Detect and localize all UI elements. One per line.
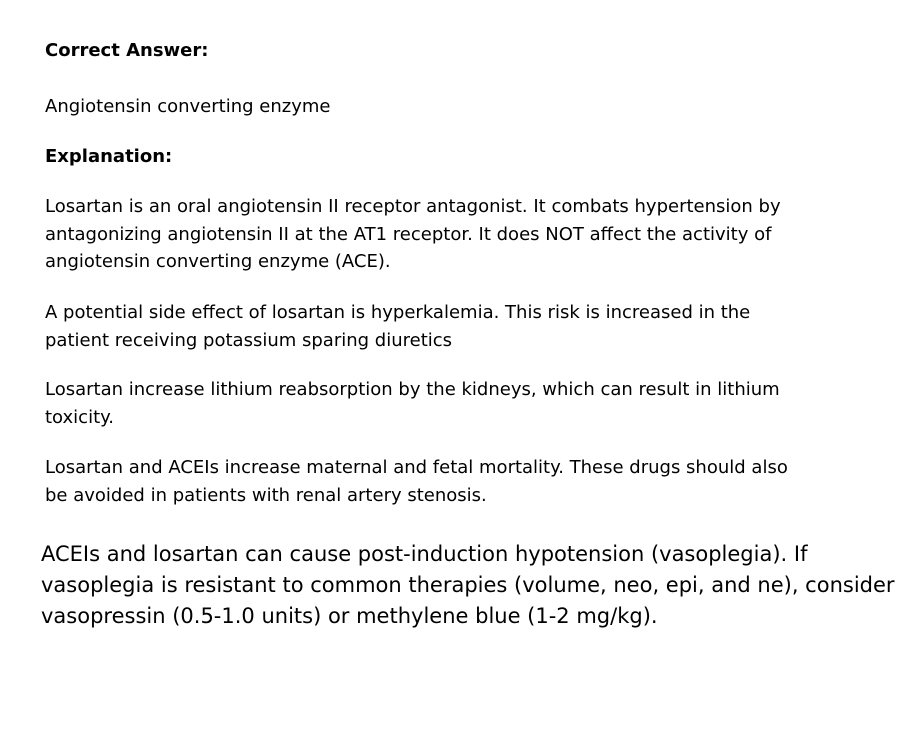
explanation-heading: Explanation: xyxy=(45,146,173,167)
explanation-paragraph-hyperkalemia: A potential side effect of losartan is hyperkalemia. This risk is increased in the patient receiving potassium sparing diuretics xyxy=(45,302,751,351)
correct-answer-heading: Correct Answer: xyxy=(45,40,209,61)
explanation-paragraph-mechanism: Losartan is an oral angiotensin II receptor antagonist. It combats hypertension by antagonizing angiotensin II at the AT1 receptor. It does NOT affect the activity of angiotensin converting enzyme (ACE). xyxy=(45,196,781,272)
explanation-paragraph-pregnancy: Losartan and ACEIs increase maternal and fetal mortality. These drugs should also be avoided in patients with renal artery stenosis. xyxy=(45,457,788,506)
correct-answer-text: Angiotensin converting enzyme xyxy=(45,96,331,117)
explanation-note-vasoplegia: ACEIs and losartan can cause post-induction hypotension (vasoplegia). If vasoplegia is resistant to common therapies (volume, neo, epi, and ne), consider vasopressin (0.5-1.0 units) or methylene blue (1-2 mg/kg). xyxy=(41,542,895,628)
explanation-paragraph-lithium: Losartan increase lithium reabsorption by the kidneys, which can result in lithium toxicity. xyxy=(45,379,780,428)
